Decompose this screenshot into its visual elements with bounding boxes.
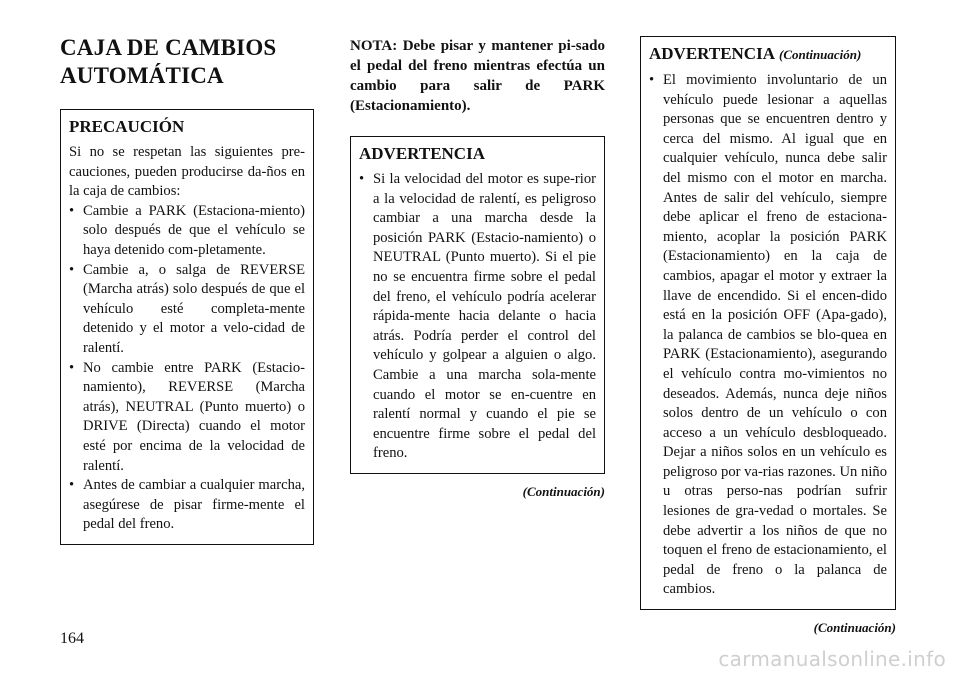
bullet-icon: • xyxy=(69,359,75,376)
brake-note: NOTA: Debe pisar y mantener pi-sado el pedal del freno mientras efectúa un cambio para salir de PARK (Estacionamiento). xyxy=(350,38,605,114)
warning-bullet: • El movimiento involuntario de un vehículo puede lesionar a aquellas personas que se encuentren dentro y cerca del mismo. Al igual que en cualquier vehículo, nunca debe salir del mismo con el motor en marcha. Antes de salir del vehículo, siempre debe aplicar el freno de estaciona-miento, acoplar la posición PARK (Estacionamiento) en la caja de cambios, apagar el motor y extraer la llave de encendido. Si el encen-dido está en la posición OFF (Apa-gado), la palanca de cambios se blo-quea en PARK (Estacionamiento), asegurando el vehículo contra mo-vimientos no deseados. Además, nunca deje niños solos dentro de un vehículo o con acceso a un vehículo desbloqueado. Dejar a niños solos en un vehículo es peligroso por va-rias razones. Un niño u otras perso-nas podrían sufrir lesiones de gra-vedad o mortales. Se debe advertir a los niños de que no toquen el freno de estacionamiento, el pedal de freno o la palanca de cambios. xyxy=(649,72,887,598)
caution-title: PRECAUCIÓN xyxy=(69,117,185,136)
caution-bullet: • Antes de cambiar a cualquier marcha, asegúrese de pisar firme-mente el pedal del freno. xyxy=(69,477,305,533)
continuation-label: (Continuación) xyxy=(813,620,896,636)
column-right xyxy=(640,30,896,636)
caution-box xyxy=(60,109,314,545)
column-middle xyxy=(350,30,605,500)
caution-bullet: • No cambie entre PARK (Estacio-namiento), REVERSE (Marcha atrás), NEUTRAL (Punto muerto) o DRIVE (Directa) cuando el motor esté por encima de la velocidad de ralentí. xyxy=(69,359,305,474)
column-left xyxy=(60,30,314,545)
continuation-label: (Continuación) xyxy=(522,483,605,499)
section-title: CAJA DE CAMBIOS AUTOMÁTICA xyxy=(60,35,277,88)
warning-continued-list xyxy=(649,71,887,600)
caution-intro: Si no se respetan las siguientes pre-cauciones, pueden producirse da-ños en la caja de cambios: xyxy=(69,144,305,200)
warning-continued-title: ADVERTENCIA (Continuación) xyxy=(649,44,862,63)
bullet-icon: • xyxy=(69,477,75,494)
warning-list xyxy=(359,170,596,464)
warning-bullet: • Si la velocidad del motor es supe-rior a la velocidad de ralentí, es peligroso cambiar a una marcha desde la posición PARK (Estacio-namiento) o NEUTRAL (Punto muerto). Si el pie no se encuentra firme sobre el pedal del freno, el vehículo podría acelerar rápida-mente hacia delante o hacia atrás. Podría perder el control del vehículo y golpear a alguien o algo. Cambie a una marcha sola-mente cuando el motor se en-cuentre en ralentí normal y cuando el pie se encuentre firme sobre el pedal del freno. xyxy=(359,171,596,462)
warning-continued-box xyxy=(640,36,896,610)
caution-list xyxy=(69,202,305,535)
caution-bullet: • Cambie a, o salga de REVERSE (Marcha atrás) solo después de que el vehículo esté completa-mente detenido y el motor a velo-cidad de ralentí. xyxy=(69,261,305,356)
bullet-icon: • xyxy=(649,72,655,88)
title-continuation: (Continuación) xyxy=(778,47,862,62)
bullet-icon: • xyxy=(359,171,365,187)
warning-box xyxy=(350,136,605,474)
watermark: carmanualsonline.info xyxy=(718,647,946,671)
warning-title: ADVERTENCIA xyxy=(359,144,485,163)
bullet-icon: • xyxy=(69,261,75,278)
page-number: 164 xyxy=(60,630,84,647)
caution-bullet: • Cambie a PARK (Estaciona-miento) solo después de que el vehículo se haya detenido com-pletamente. xyxy=(69,202,305,258)
bullet-icon: • xyxy=(69,202,75,219)
